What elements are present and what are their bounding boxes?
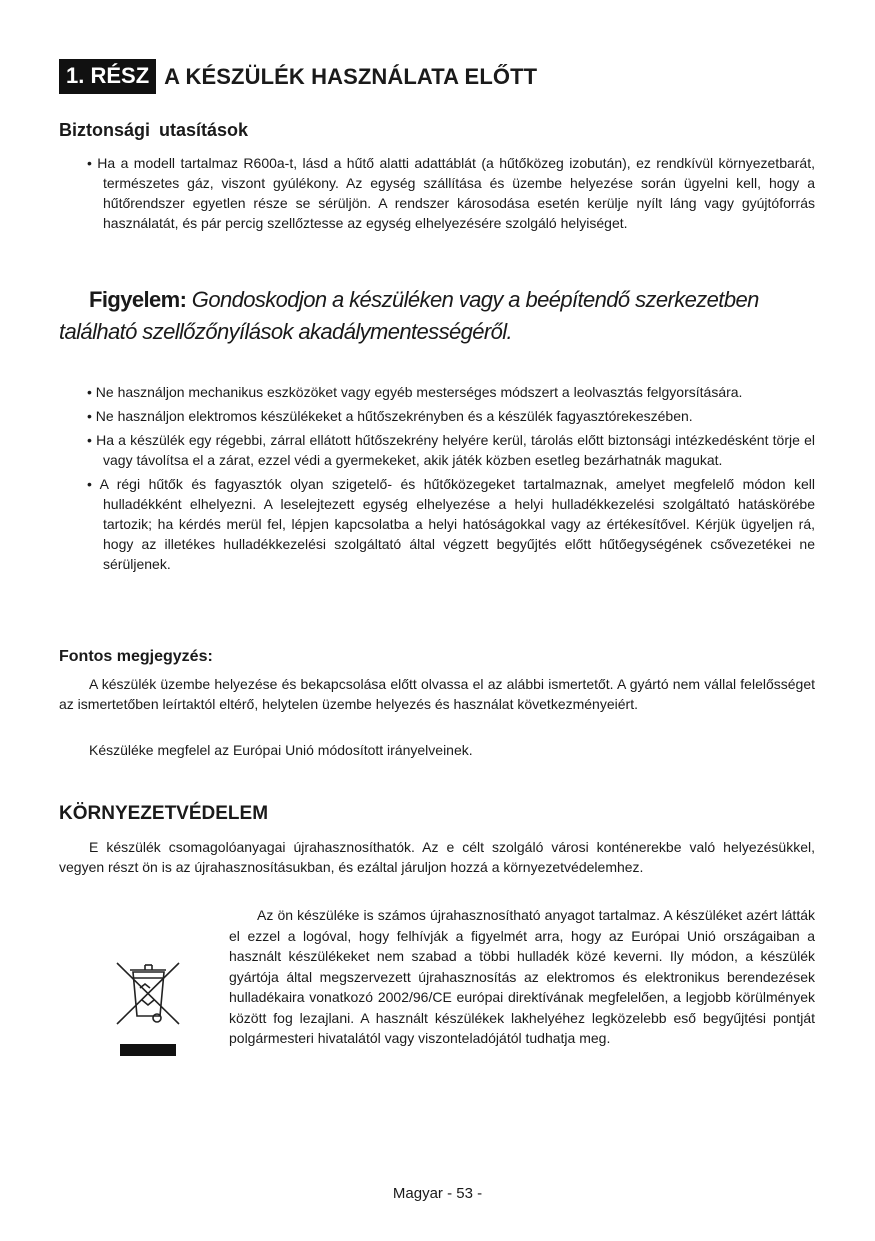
section-header: [59, 59, 537, 94]
notes-heading: Fontos megjegyzés:: [59, 648, 213, 665]
conformity-paragraph: [59, 740, 815, 760]
list-item: • Ne használjon elektromos készülékeket a hűtőszekrényben és a készülék fagyasztórekeszében.: [87, 408, 693, 424]
crossed-out-wheelie-bin-icon: [112, 958, 184, 1062]
safety-heading: Biztonsági utasítások: [59, 120, 249, 140]
recycling-paragraph-text: Az ön készüléke is számos újrahasznosítható anyagot tartalmaz. A készüléket azért látták el ezzel a logóval, hogy felhívják a figyelmét arra, hogy az Európai Unió országaiban a használt készülékeket nem szabad a többi hulladék közé keverni. Ily módon, a készülék gyártója által megszervezett újrahasznosítás az elektromos és elektronikus berendezések hulladékaira vonatkozó 2002/96/CE európai direktívának megfelelően, a legjobb körülmények között fog lezajlani. A használt készülékek lakhelyéhez legközelebb eső begyűjtési pontját polgármesteri hivatalától vagy viszonteladójától tudhatja meg.: [229, 907, 815, 1046]
list-item: • Ha a modell tartalmaz R600a-t, lásd a hűtő alatti adattáblát (a hűtőközeg izobután), ez rendkívül környezetbarát, természetes gáz, viszont gyúlékony. Az egység szállítása és üzembe helyezése során ügyelni kell, hogy a hűtőrendszer egyetlen része se sérüljön. A rendszer károsodása esetén kerülje nyílt láng vagy gyújtóforrás használatát, és pár percig szellőztesse az egység elhelyezésére szolgáló helyiséget.: [87, 155, 815, 231]
warning-block: [59, 284, 819, 348]
conformity-paragraph-text: Készüléke megfelel az Európai Unió módosított irányelveinek.: [89, 742, 473, 758]
safety-bullet-list-bottom: [87, 382, 815, 578]
section-number: 1. RÉSZ: [59, 59, 156, 94]
warning-text: Gondoskodjon a készüléken vagy a beépítendő szerkezetben található szellőzőnyílások akadálymentességéről.: [59, 287, 759, 344]
list-item: • Ha a készülék egy régebbi, zárral ellátott hűtőszekrény helyére kerül, tárolás előtt biztonsági intézkedésként törje el vagy távolítsa el a zárat, ezzel védi a gyermekeket, akik játék közben esetleg bezárhatnák magukat.: [87, 432, 815, 468]
notes-paragraph: [59, 674, 815, 714]
environment-paragraph-text: E készülék csomagolóanyagai újrahasznosíthatók. Az e célt szolgáló városi konténerekbe való helyezésükkel, vegyen részt ön is az újrahasznosításukban, és ezáltal járuljon hozzá a környezetvédelemhez.: [59, 839, 815, 875]
notes-paragraph-text: A készülék üzembe helyezése és bekapcsolása előtt olvassa el az alábbi ismertetőt. A gyártó nem vállal felelősséget az ismertetőben leírtaktól eltérő, helytelen üzembe helyezés és használat következményeiért.: [59, 676, 815, 712]
environment-heading: KÖRNYEZETVÉDELEM: [59, 803, 269, 824]
recycling-paragraph: [229, 905, 815, 1049]
safety-bullet-list-top: [87, 153, 815, 237]
section-title: A KÉSZÜLÉK HASZNÁLATA ELŐTT: [164, 63, 538, 89]
environment-paragraph: [59, 837, 815, 877]
list-item: • A régi hűtők és fagyasztók olyan szigetelő- és hűtőközegeket tartalmaznak, amelyet megfelelő módon kell hulladékként elhelyezni. A leselejtezett egység elhelyezése a helyi hulladékkezelési szolgáltató hatáskörébe tartozik; ha kérdés merül fel, lépjen kapcsolatba a helyi hatóságokkal vagy az értékesítővel. Kérjük ügyeljen rá, hogy az illetékes hulladékkezelési szolgáltató által végzett begyűjtés előtt hűtőegységének csővezetékei ne sérüljenek.: [87, 476, 815, 572]
list-item: • Ne használjon mechanikus eszközöket vagy egyéb mesterséges módszert a leolvasztás felgyorsítására.: [87, 384, 743, 400]
warning-label: Figyelem:: [89, 287, 187, 312]
page-footer: Magyar - 53 -: [392, 1185, 483, 1202]
